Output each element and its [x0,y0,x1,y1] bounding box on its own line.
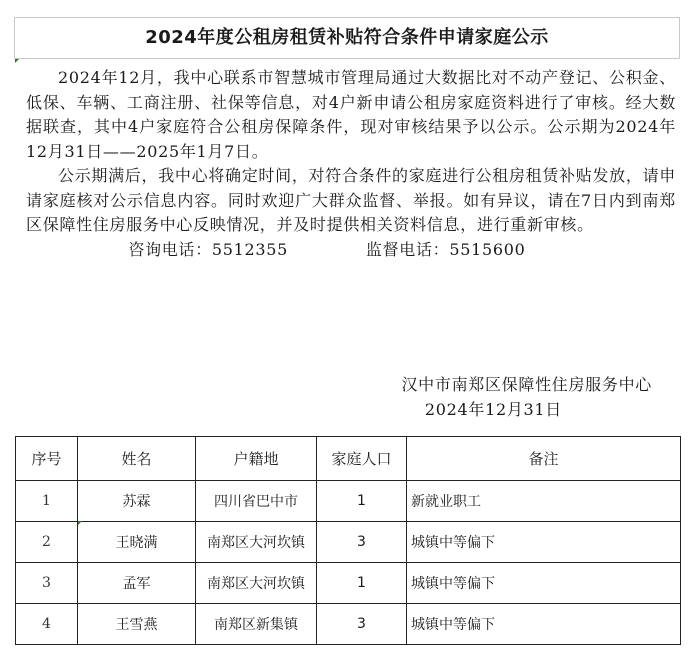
signature-org: 汉中市南郑区保障性住房服务中心 [401,375,652,394]
header-size: 家庭人口 [317,437,407,481]
cell-size: 3 [317,522,407,563]
applicant-table [15,436,681,645]
signature [401,372,652,422]
supervise-phone: 监督电话：5515600 [365,239,526,259]
cell-name: 孟军 [78,563,196,604]
title-box [14,17,680,59]
cell-name: 苏霖 [78,481,196,522]
table-header-row [16,437,681,481]
cell-size: 1 [317,481,407,522]
cell-no: 3 [16,563,78,604]
header-note: 备注 [407,437,681,481]
cell-origin: 南郑区大河坎镇 [196,522,317,563]
table-row [16,604,681,645]
corner-mark [15,59,19,63]
signature-date: 2024年12月31日 [424,400,562,419]
corner-mark [78,521,82,525]
cell-origin: 四川省巴中市 [196,481,317,522]
cell-note: 城镇中等偏下 [407,522,681,563]
header-no: 序号 [16,437,78,481]
cell-note: 新就业职工 [407,481,681,522]
cell-size: 3 [317,604,407,645]
header-origin: 户籍地 [196,437,317,481]
notice-body [26,66,676,262]
page-title: 2024年度公租房租赁补贴符合条件申请家庭公示 [145,27,549,48]
table-row [16,481,681,522]
cell-no: 1 [16,481,78,522]
cell-origin: 南郑区新集镇 [196,604,317,645]
contact-line [26,238,676,263]
cell-size: 1 [317,563,407,604]
cell-name: 王雪燕 [78,604,196,645]
cell-name: 王晓满 [78,522,196,563]
cell-no: 4 [16,604,78,645]
paragraph-2: 公示期满后，我中心将确定时间，对符合条件的家庭进行公租房租赁补贴发放，请申请家庭核对公示信息内容。同时欢迎广大群众监督、举报。如有异议，请在7日内到南郑区保障性住房服务中心反映情况，并及时提供相关资料信息，进行重新审核。 [26,166,676,234]
cell-note: 城镇中等偏下 [407,604,681,645]
paragraph-1: 2024年12月，我中心联系市智慧城市管理局通过大数据比对不动产登记、公积金、低保、车辆、工商注册、社保等信息，对4户新申请公租房家庭资料进行了审核。经大数据联查，其中4户家庭符合公租房保障条件，现对审核结果予以公示。公示期为2024年12月31日——2025年1月7日。 [26,68,676,161]
consult-phone: 咨询电话：5512355 [128,239,289,259]
cell-origin: 南郑区大河坎镇 [196,563,317,604]
table-row [16,522,681,563]
header-name: 姓名 [78,437,196,481]
cell-no: 2 [16,522,78,563]
table-row [16,563,681,604]
cell-note: 城镇中等偏下 [407,563,681,604]
